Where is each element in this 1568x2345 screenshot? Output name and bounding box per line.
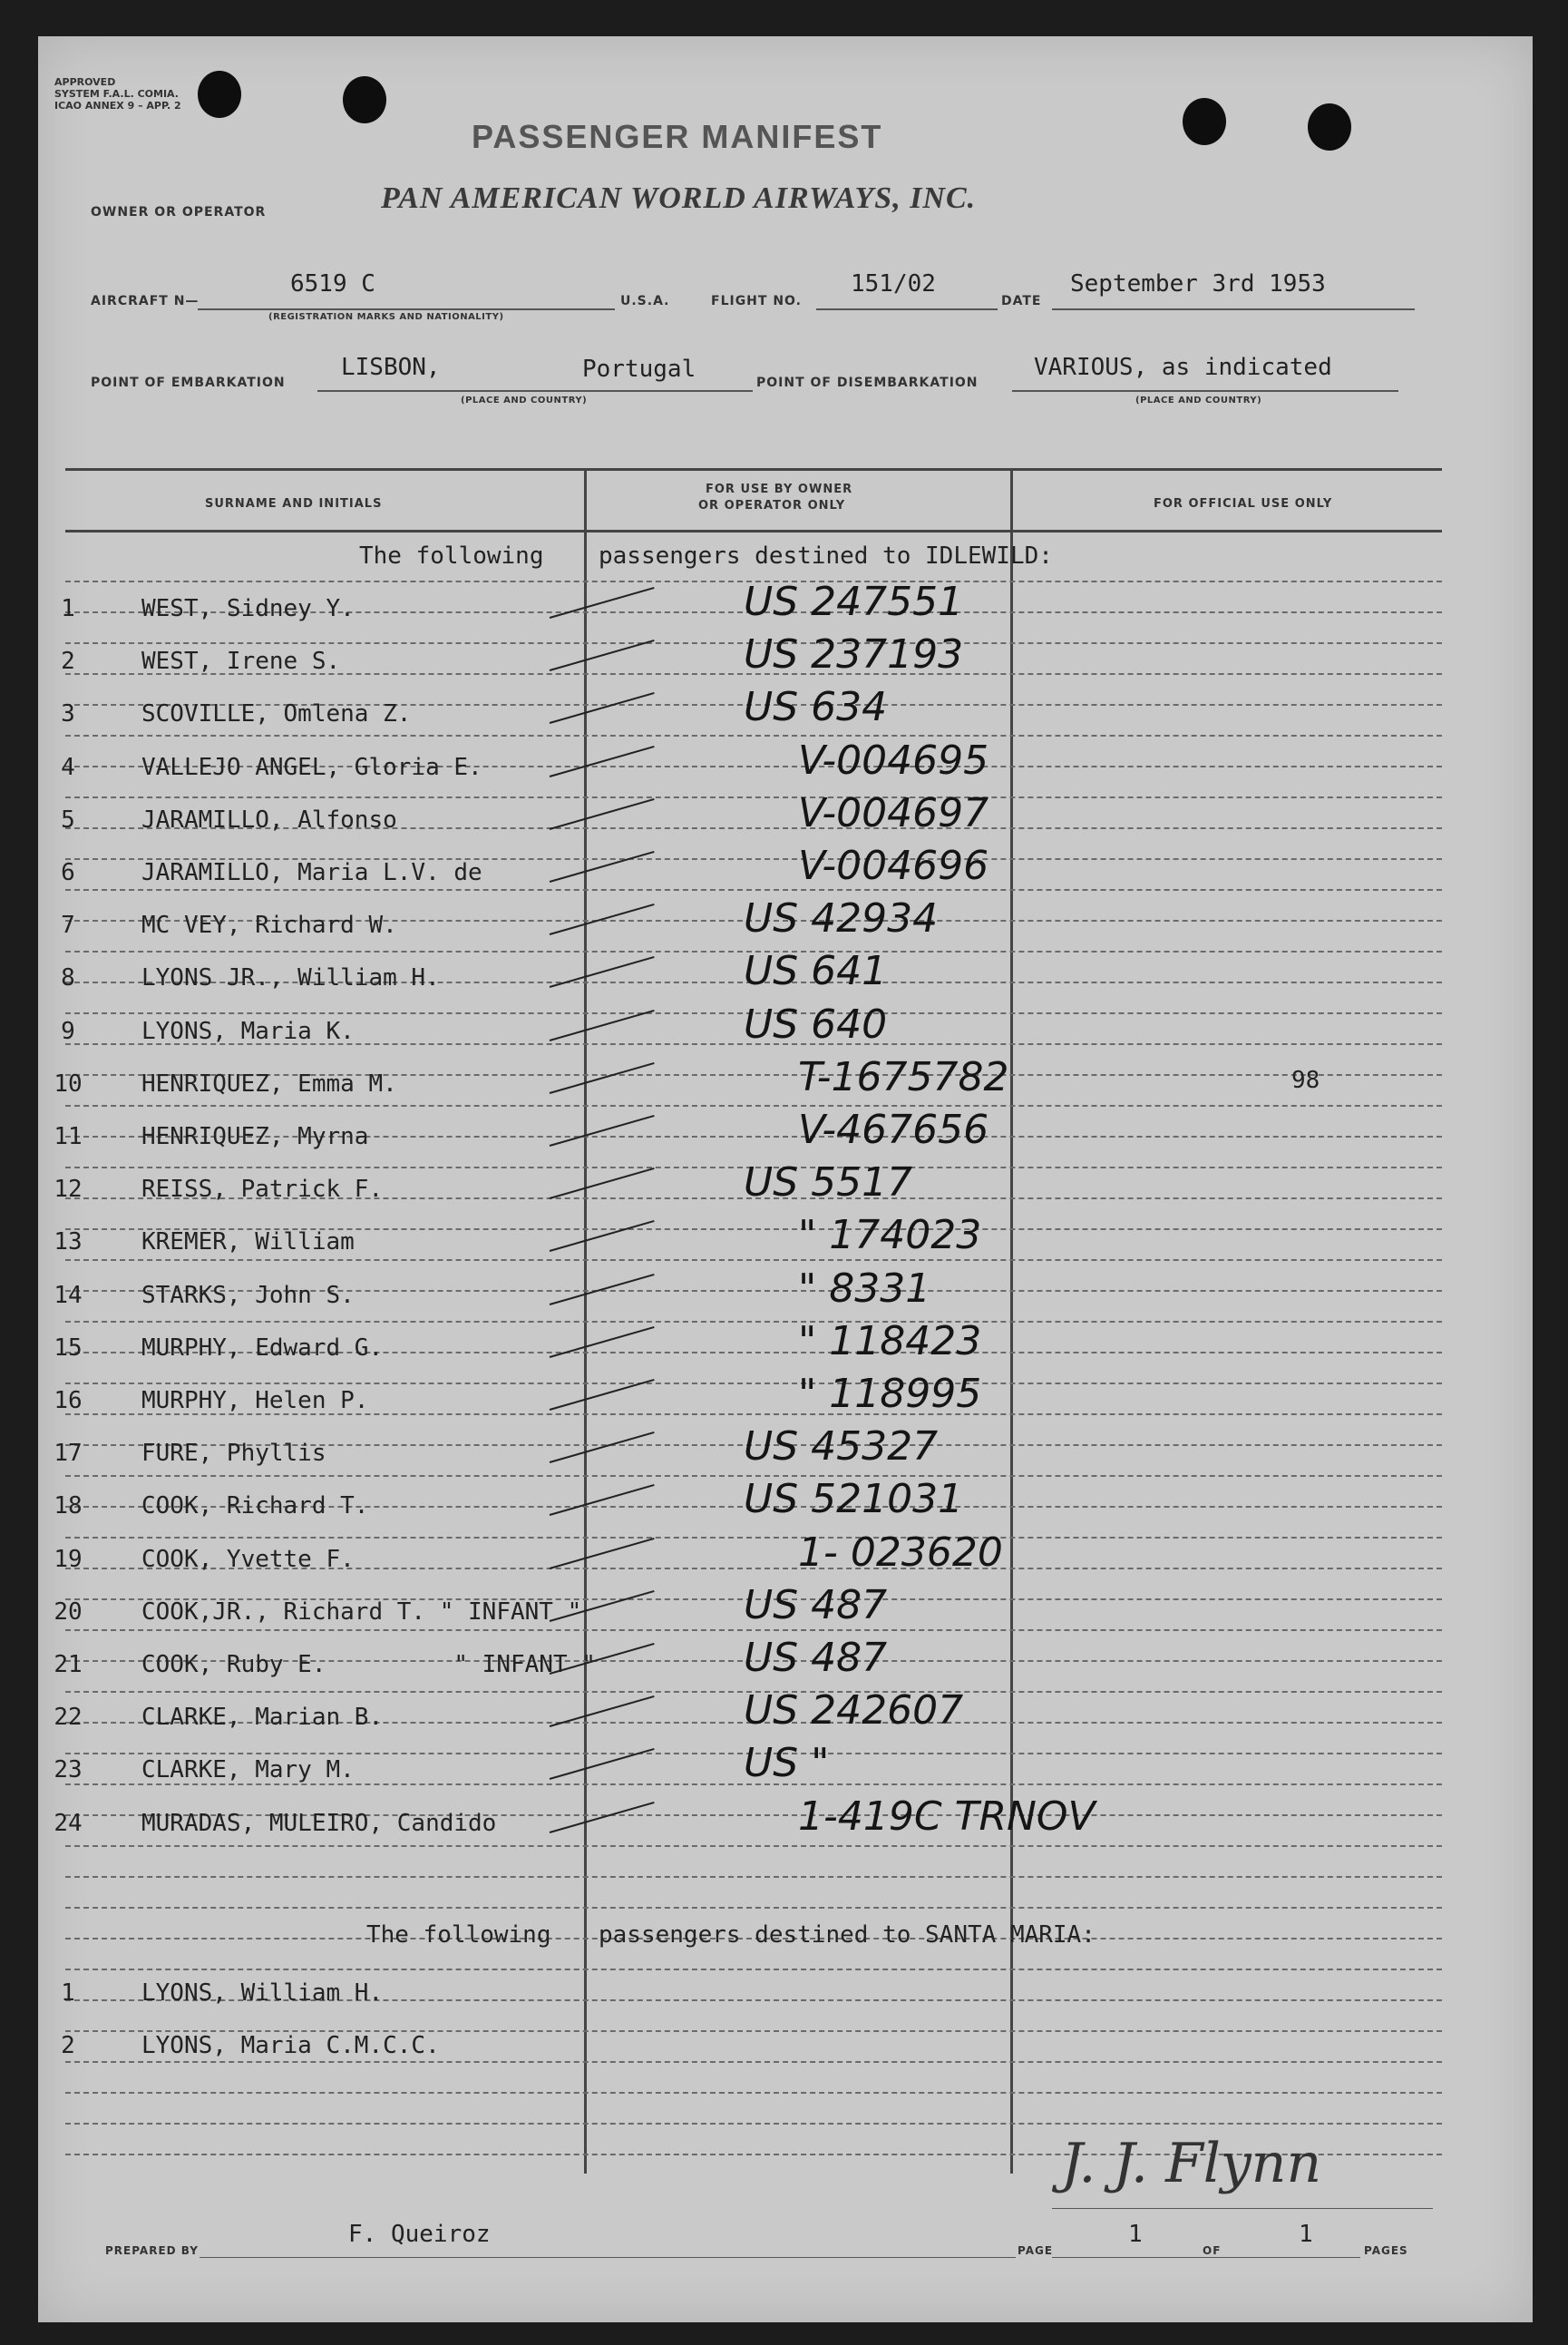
place-note: (PLACE AND COUNTRY) xyxy=(461,396,588,405)
document-number: US 487 xyxy=(744,1581,888,1628)
row-rule xyxy=(65,1259,1442,1261)
disembarkation-label: POINT OF DISEMBARKATION xyxy=(756,376,979,390)
official-mark: 98 xyxy=(1291,1066,1320,1094)
usa-label: U.S.A. xyxy=(620,294,670,308)
passenger-name: COOK, Ruby E. " INFANT " xyxy=(141,1651,596,1678)
passenger-name: FURE, Phyllis xyxy=(141,1440,326,1468)
row-number: 1 xyxy=(61,595,75,622)
field-underline xyxy=(1052,308,1415,310)
row-rule xyxy=(65,1383,1442,1384)
punch-hole xyxy=(1183,98,1226,145)
group-heading: The following xyxy=(366,1921,551,1949)
passenger-name: MC VEY, Richard W. xyxy=(141,912,397,940)
embarkation-label: POINT OF EMBARKATION xyxy=(91,376,286,390)
column-header-surname: SURNAME AND INITIALS xyxy=(205,497,383,511)
document-number: US 641 xyxy=(744,948,888,995)
passenger-name: MURPHY, Helen P. xyxy=(141,1387,369,1414)
date-value: September 3rd 1953 xyxy=(1070,270,1326,298)
table-top-rule xyxy=(65,468,1442,471)
passenger-name: HENRIQUEZ, Myrna xyxy=(141,1123,369,1150)
passenger-name: CLARKE, Marian B. xyxy=(141,1704,384,1732)
passenger-name: SCOVILLE, Omlena Z. xyxy=(141,700,412,728)
document-number: US 45327 xyxy=(744,1423,939,1471)
field-underline xyxy=(200,2257,1016,2258)
owner-label: OWNER OR OPERATOR xyxy=(91,205,267,220)
row-rule xyxy=(65,1845,1442,1847)
row-number: 19 xyxy=(54,1545,83,1573)
passenger-name: MURPHY, Edward G. xyxy=(141,1334,384,1362)
field-underline xyxy=(1052,2257,1360,2258)
aircraft-value: 6519 C xyxy=(290,270,375,298)
approval-line: SYSTEM F.A.L. COMIA. xyxy=(54,88,179,100)
pages-label: PAGES xyxy=(1364,2244,1408,2257)
passenger-name: LYONS, William H. xyxy=(141,1979,384,2007)
approval-line: ICAO ANNEX 9 – APP. 2 xyxy=(54,100,181,112)
punch-hole xyxy=(198,71,241,118)
document-number: T-1675782 xyxy=(798,1053,1009,1100)
field-underline xyxy=(198,308,615,310)
row-number: 8 xyxy=(61,964,75,992)
row-rule xyxy=(65,1969,1442,1970)
document-number: " 118995 xyxy=(798,1371,982,1417)
row-rule xyxy=(65,735,1442,737)
row-number: 1 xyxy=(61,1979,75,2007)
aircraft-label: AIRCRAFT N— xyxy=(91,294,200,308)
row-rule xyxy=(65,2123,1442,2125)
passenger-name: KREMER, William xyxy=(141,1228,355,1256)
passenger-name: WEST, Sidney Y. xyxy=(141,595,355,622)
row-rule xyxy=(65,1537,1442,1539)
prepared-label: PREPARED BY xyxy=(105,2244,199,2257)
passenger-name: COOK, Yvette F. xyxy=(141,1545,355,1573)
row-number: 2 xyxy=(61,2032,75,2059)
passenger-name: COOK, Richard T. xyxy=(141,1492,369,1520)
row-number: 21 xyxy=(54,1651,83,1678)
row-number: 17 xyxy=(54,1440,83,1468)
column-header-owner: FOR USE BY OWNER xyxy=(706,483,853,496)
page-value: 1 xyxy=(1128,2221,1143,2248)
row-rule xyxy=(65,796,1442,798)
form-title: PASSENGER MANIFEST xyxy=(472,118,883,155)
approval-note xyxy=(54,76,181,112)
passenger-name: LYONS, Maria K. xyxy=(141,1017,355,1045)
document-number: " 118423 xyxy=(798,1317,982,1364)
passenger-name: WEST, Irene S. xyxy=(141,648,341,676)
passenger-name: LYONS JR., William H. xyxy=(141,964,440,992)
approval-line: APPROVED xyxy=(54,76,116,88)
row-number: 22 xyxy=(54,1704,83,1732)
document-number: US 42934 xyxy=(744,895,939,943)
row-rule xyxy=(65,1629,1442,1631)
row-number: 12 xyxy=(54,1176,83,1204)
row-number: 14 xyxy=(54,1281,83,1309)
document-number: V-004697 xyxy=(798,789,989,836)
row-number: 23 xyxy=(54,1756,83,1784)
page-label: PAGE xyxy=(1018,2244,1054,2257)
date-label: DATE xyxy=(1001,294,1042,308)
row-number: 15 xyxy=(54,1334,83,1362)
flight-value: 151/02 xyxy=(851,270,936,298)
row-number: 10 xyxy=(54,1070,83,1098)
document-number: US 5517 xyxy=(744,1159,913,1207)
document-number: US 242607 xyxy=(744,1687,964,1734)
disembarkation-value: VARIOUS, as indicated xyxy=(1034,354,1332,381)
passenger-name: COOK,JR., Richard T. " INFANT " xyxy=(141,1598,582,1626)
row-rule xyxy=(65,1876,1442,1878)
document-number: US 640 xyxy=(744,1001,888,1048)
embarkation-country: Portugal xyxy=(582,356,696,383)
registration-note: (REGISTRATION MARKS AND NATIONALITY) xyxy=(268,312,504,322)
row-number: 7 xyxy=(61,912,75,940)
document-number: V-467656 xyxy=(798,1107,989,1153)
document-number: US 634 xyxy=(744,684,888,731)
document-number: V-004695 xyxy=(798,737,989,784)
passenger-name: CLARKE, Mary M. xyxy=(141,1756,355,1784)
row-rule xyxy=(65,1105,1442,1107)
header-bottom-rule xyxy=(65,530,1442,533)
of-label: OF xyxy=(1203,2244,1222,2257)
passenger-name: REISS, Patrick F. xyxy=(141,1176,384,1204)
row-number: 3 xyxy=(61,700,75,728)
document-number: 1-419C TRNOV xyxy=(798,1793,1096,1840)
passenger-name: MURADAS, MULEIRO, Candido xyxy=(141,1809,497,1837)
row-number: 24 xyxy=(54,1809,83,1837)
signature-line xyxy=(1052,2208,1433,2209)
row-number: 5 xyxy=(61,806,75,834)
signature-image: J. J. Flynn xyxy=(1061,2132,1322,2195)
punch-hole xyxy=(343,76,386,123)
row-number: 13 xyxy=(54,1228,83,1256)
row-rule xyxy=(65,889,1442,891)
group-heading: passengers destined to SANTA MARIA: xyxy=(599,1921,1096,1949)
document-number: US " xyxy=(744,1740,830,1787)
row-rule xyxy=(65,1321,1442,1323)
of-value: 1 xyxy=(1299,2221,1313,2248)
field-underline xyxy=(317,390,753,392)
document-number: V-004696 xyxy=(798,843,989,889)
row-number: 11 xyxy=(54,1123,83,1150)
airline-name: PAN AMERICAN WORLD AIRWAYS, INC. xyxy=(381,181,977,215)
field-underline xyxy=(816,308,998,310)
row-number: 6 xyxy=(61,859,75,886)
row-number: 9 xyxy=(61,1017,75,1045)
column-header-owner: OR OPERATOR ONLY xyxy=(698,499,846,513)
passenger-name: JARAMILLO, Maria L.V. de xyxy=(141,859,482,886)
document-number: " 174023 xyxy=(798,1212,982,1259)
group-heading: passengers destined to IDLEWILD: xyxy=(599,542,1053,570)
flight-label: FLIGHT NO. xyxy=(711,294,802,308)
prepared-value: F. Queiroz xyxy=(348,2221,491,2248)
document-number: US 487 xyxy=(744,1635,888,1681)
row-rule xyxy=(65,2061,1442,2063)
row-number: 18 xyxy=(54,1492,83,1520)
passenger-name: JARAMILLO, Alfonso xyxy=(141,806,397,834)
field-underline xyxy=(1012,390,1398,392)
passenger-name: HENRIQUEZ, Emma M. xyxy=(141,1070,397,1098)
passenger-name: LYONS, Maria C.M.C.C. xyxy=(141,2032,440,2059)
group-heading: The following xyxy=(359,542,544,570)
embarkation-city: LISBON, xyxy=(341,354,441,381)
row-number: 16 xyxy=(54,1387,83,1414)
row-number: 2 xyxy=(61,648,75,676)
document-number: US 237193 xyxy=(744,631,964,679)
row-rule xyxy=(65,1907,1442,1909)
document-number: US 521031 xyxy=(744,1476,964,1523)
row-rule xyxy=(65,2092,1442,2094)
punch-hole xyxy=(1308,103,1351,151)
column-header-official: FOR OFFICIAL USE ONLY xyxy=(1154,497,1333,511)
document-number: " 8331 xyxy=(798,1265,931,1312)
place-note: (PLACE AND COUNTRY) xyxy=(1135,396,1262,405)
row-number: 20 xyxy=(54,1598,83,1626)
row-number: 4 xyxy=(61,753,75,781)
passenger-name: VALLEJO ANGEL, Gloria E. xyxy=(141,753,482,781)
passenger-name: STARKS, John S. xyxy=(141,1281,355,1309)
document-number: 1- 023620 xyxy=(798,1529,1003,1576)
document-number: US 247551 xyxy=(744,579,964,625)
